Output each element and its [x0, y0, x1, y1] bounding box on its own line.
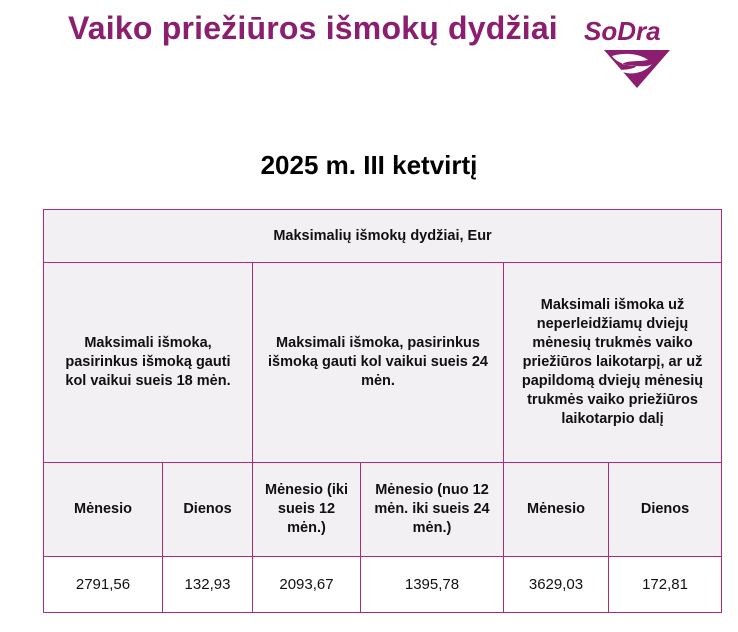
column-header: Mėnesio	[504, 463, 609, 557]
table-header: Maksimalių išmokų dydžiai, Eur	[44, 210, 722, 263]
logo-text: SoDra	[584, 16, 661, 46]
table-cell: 2791,56	[44, 557, 163, 613]
table-cell: 172,81	[609, 557, 722, 613]
column-header: Mėnesio (nuo 12 mėn. iki sueis 24 mėn.)	[361, 463, 504, 557]
report-period-heading: 2025 m. III ketvirtį	[260, 150, 478, 180]
table-row	[44, 557, 722, 613]
sodra-logo	[582, 16, 692, 90]
page-title: Vaiko priežiūros išmokų dydžiai	[68, 10, 558, 46]
table-cell: 132,93	[163, 557, 253, 613]
column-header: Dienos	[163, 463, 253, 557]
table-cell: 1395,78	[361, 557, 504, 613]
column-header: Mėnesio	[44, 463, 163, 557]
table-cell: 2093,67	[253, 557, 361, 613]
table-cell: 3629,03	[504, 557, 609, 613]
column-header: Dienos	[609, 463, 722, 557]
group-header-18-months: Maksimali išmoka, pasirinkus išmoką gauti kol vaikui sueis 18 mėn.	[44, 263, 253, 463]
column-header: Mėnesio (iki sueis 12 mėn.)	[253, 463, 361, 557]
group-header-two-month-period: Maksimali išmoka už neperleidžiamų dviejų mėnesių trukmės vaiko priežiūros laikotarpį, ar už papildomą dviejų mėnesių trukmės vaiko priežiūros laikotarpio dalį	[504, 263, 722, 463]
benefit-amounts-table	[43, 209, 722, 613]
group-header-24-months: Maksimali išmoka, pasirinkus išmoką gauti kol vaikui sueis 24 mėn.	[253, 263, 504, 463]
